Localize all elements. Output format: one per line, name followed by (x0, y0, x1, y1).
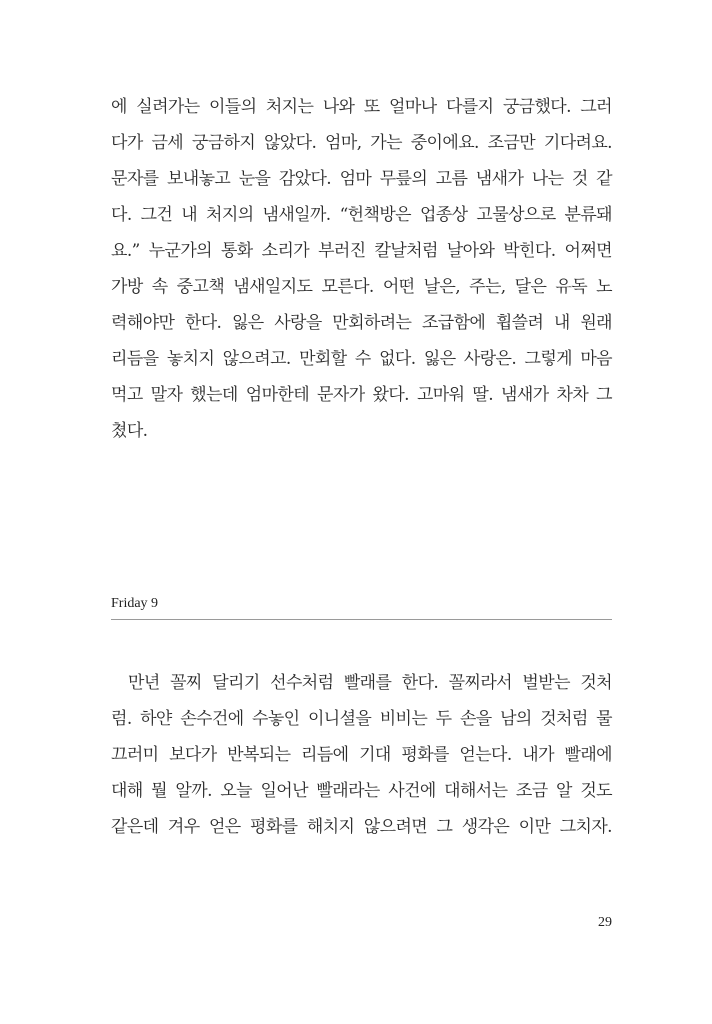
text-line: 문자를 보내놓고 눈을 감았다. 엄마 무릎의 고름 냄새가 나는 것 같 (111, 169, 612, 189)
page-number: 29 (598, 915, 612, 930)
text-line: 가방 속 중고책 냄새일지도 모른다. 어떤 날은, 주는, 달은 유독 노 (111, 277, 612, 297)
section-heading: Friday 9 (111, 596, 159, 611)
text-line: 럼. 하얀 손수건에 수놓인 이니셜을 비비는 두 손을 남의 것처럼 물 (111, 709, 612, 729)
paragraph-2 (111, 665, 612, 845)
paragraph-1 (111, 89, 612, 449)
text-line: 같은데 겨우 얻은 평화를 해치지 않으려면 그 생각은 이만 그치자. (111, 817, 612, 837)
text-line: 다. 그건 내 처지의 냄새일까. “헌책방은 업종상 고물상으로 분류돼 (111, 205, 612, 225)
text-line: 력해야만 한다. 잃은 사랑을 만회하려는 조급함에 휩쓸려 내 원래 (111, 313, 612, 333)
section-divider (111, 619, 612, 620)
text-line: 에 실려가는 이들의 처지는 나와 또 얼마나 다를지 궁금했다. 그러 (111, 97, 612, 117)
text-line: 리듬을 놓치지 않으려고. 만회할 수 없다. 잃은 사랑은. 그렇게 마음 (111, 349, 612, 369)
text-line: 요.” 누군가의 통화 소리가 부러진 칼날처럼 날아와 박힌다. 어쩌면 (111, 241, 612, 261)
text-line: 끄러미 보다가 반복되는 리듬에 기대 평화를 얻는다. 내가 빨래에 (111, 745, 612, 765)
text-line: 다가 금세 궁금하지 않았다. 엄마, 가는 중이에요. 조금만 기다려요. (111, 133, 612, 153)
text-line: 쳤다. (111, 421, 148, 441)
text-line: 대해 뭘 알까. 오늘 일어난 빨래라는 사건에 대해서는 조금 알 것도 (111, 781, 612, 801)
text-line: 먹고 말자 했는데 엄마한테 문자가 왔다. 고마워 딸. 냄새가 차차 그 (111, 385, 612, 405)
text-line: 만년 꼴찌 달리기 선수처럼 빨래를 한다. 꼴찌라서 벌받는 것처 (128, 673, 612, 693)
